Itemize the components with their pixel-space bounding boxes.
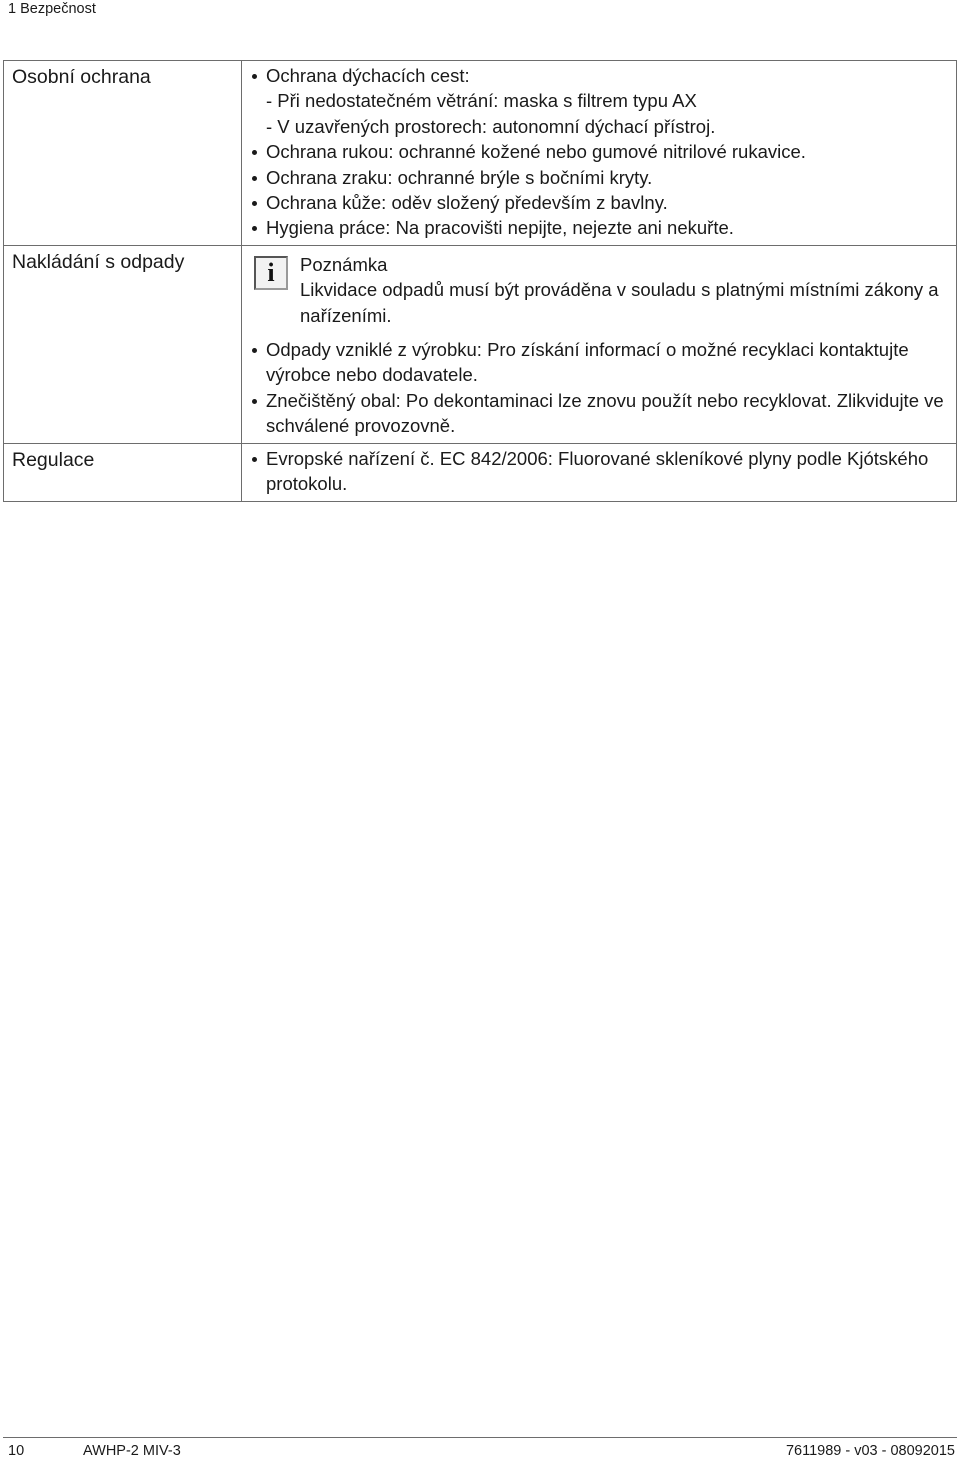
list-item-eu-regulation: Evropské nařízení č. EC 842/2006: Fluorované skleníkové plyny podle Kjótského protokolu. [250,446,950,497]
row-content-waste [242,245,957,443]
document-code: 7611989 - v03 - 08092015 [785,1443,955,1459]
note-text: Likvidace odpadů musí být prováděna v souladu s platnými místními zákony a nařízeními. [300,279,939,326]
list-item-hands: Ochrana rukou: ochranné kožené nebo gumové nitrilové rukavice. [250,139,950,164]
list-item-eyes: Ochrana zraku: ochranné brýle s bočními kryty. [250,165,950,190]
list-item-skin: Ochrana kůže: oděv složený především z bavlny. [250,190,950,215]
chapter-heading: 1 Bezpečnost [8,1,96,17]
list-subitem-enclosed: - V uzavřených prostorech: autonomní dýchací přístroj. [266,115,716,137]
list-item-product-waste: Odpady vzniklé z výrobku: Pro získání informací o možné recyklaci kontaktujte výrobce nebo dodavatele. [250,337,950,388]
table-row-protection [4,61,957,246]
row-label-protection: Osobní ochrana [4,61,242,246]
row-label-waste: Nakládání s odpady [4,245,242,443]
note-title: Poznámka [300,253,388,275]
safety-table [3,60,957,502]
table-row-regulation [4,443,957,501]
note-box [250,252,950,328]
row-content-regulation [242,443,957,501]
list-item-hygiene: Hygiena práce: Na pracovišti nepijte, nejezte ani nekuřte. [250,215,950,240]
list-item-packaging: Znečištěný obal: Po dekontaminaci lze znovu použít nebo recyklovat. Zlikvidujte ve schválené provozovně. [250,388,950,439]
table-row-waste [4,245,957,443]
footer-divider [3,1437,957,1438]
row-content-protection [242,61,957,246]
document-name: AWHP-2 MIV-3 [83,1443,181,1459]
row-label-regulation: Regulace [4,443,242,501]
page-number: 10 [8,1443,25,1459]
list-subitem-ventilation: - Při nedostatečném větrání: maska s filtrem typu AX [266,90,697,112]
list-item-respiratory: Ochrana dýchacích cest: [250,63,950,88]
info-icon: i [254,256,288,290]
